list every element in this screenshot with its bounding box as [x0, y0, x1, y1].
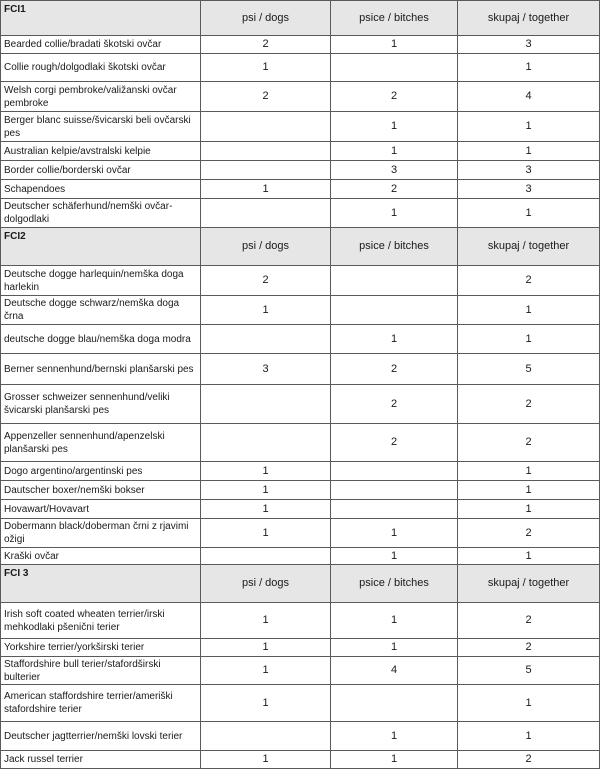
- column-header-together: skupaj / together: [458, 1, 600, 36]
- breed-name: Kraški ovčar: [1, 548, 201, 565]
- table-row: [1, 385, 600, 424]
- breed-name: Deutsche dogge schwarz/nemška doga črna: [1, 296, 201, 325]
- bitches-count: 1: [331, 36, 458, 54]
- column-header-dogs: psi / dogs: [201, 565, 331, 603]
- bitches-count: [331, 481, 458, 500]
- breed-name: Bearded collie/bradati škotski ovčar: [1, 36, 201, 54]
- bitches-count: 1: [331, 603, 458, 639]
- together-count: 4: [458, 82, 600, 112]
- breed-name: Berger blanc suisse/švicarski beli ovčarski pes: [1, 112, 201, 142]
- group-header-row: [1, 1, 600, 36]
- table-row: [1, 296, 600, 325]
- breed-name: Dobermann black/doberman črni z rjavimi ožigi: [1, 519, 201, 548]
- bitches-count: [331, 500, 458, 519]
- table-row: [1, 657, 600, 685]
- group-title: FCI2: [1, 228, 201, 266]
- bitches-count: 1: [331, 142, 458, 161]
- table-row: [1, 266, 600, 296]
- dogs-count: 1: [201, 751, 331, 769]
- dogs-count: 1: [201, 462, 331, 481]
- table-row: [1, 325, 600, 354]
- dogs-count: [201, 325, 331, 354]
- dogs-count: [201, 142, 331, 161]
- breed-name: Dogo argentino/argentinski pes: [1, 462, 201, 481]
- breed-name: Border collie/borderski ovčar: [1, 161, 201, 180]
- breed-name: Berner sennenhund/bernski planšarski pes: [1, 354, 201, 385]
- bitches-count: 1: [331, 112, 458, 142]
- together-count: 1: [458, 112, 600, 142]
- table-row: [1, 603, 600, 639]
- table-row: [1, 199, 600, 228]
- bitches-count: 2: [331, 82, 458, 112]
- dogs-count: 3: [201, 354, 331, 385]
- dogs-count: 1: [201, 54, 331, 82]
- bitches-count: 2: [331, 354, 458, 385]
- dogs-count: 2: [201, 82, 331, 112]
- together-count: 1: [458, 54, 600, 82]
- table-row: [1, 82, 600, 112]
- table-row: [1, 424, 600, 462]
- dogs-count: [201, 548, 331, 565]
- breed-name: Collie rough/dolgodlaki škotski ovčar: [1, 54, 201, 82]
- together-count: 2: [458, 751, 600, 769]
- group-title: FCI 3: [1, 565, 201, 603]
- together-count: 1: [458, 325, 600, 354]
- bitches-count: [331, 296, 458, 325]
- together-count: 1: [458, 481, 600, 500]
- dogs-count: 1: [201, 519, 331, 548]
- bitches-count: [331, 266, 458, 296]
- table-row: [1, 548, 600, 565]
- together-count: 5: [458, 354, 600, 385]
- group-title: FCI1: [1, 1, 201, 36]
- dogs-count: [201, 199, 331, 228]
- table-row: [1, 481, 600, 500]
- bitches-count: 2: [331, 424, 458, 462]
- dogs-count: 2: [201, 36, 331, 54]
- breed-name: American staffordshire terrier/ameriški stafordshire terier: [1, 685, 201, 722]
- table-row: [1, 462, 600, 481]
- breed-name: Australian kelpie/avstralski kelpie: [1, 142, 201, 161]
- together-count: 5: [458, 657, 600, 685]
- together-count: 1: [458, 296, 600, 325]
- bitches-count: [331, 685, 458, 722]
- dogs-count: 1: [201, 657, 331, 685]
- table-row: [1, 751, 600, 769]
- together-count: 1: [458, 500, 600, 519]
- together-count: 1: [458, 462, 600, 481]
- dogs-count: 1: [201, 639, 331, 657]
- table-row: [1, 500, 600, 519]
- dogs-count: 1: [201, 603, 331, 639]
- together-count: 3: [458, 180, 600, 199]
- together-count: 3: [458, 161, 600, 180]
- breed-name: Jack russel terrier: [1, 751, 201, 769]
- bitches-count: 1: [331, 722, 458, 751]
- bitches-count: 1: [331, 751, 458, 769]
- dogs-count: [201, 424, 331, 462]
- table-row: [1, 685, 600, 722]
- table-row: [1, 639, 600, 657]
- together-count: 1: [458, 722, 600, 751]
- table-row: [1, 354, 600, 385]
- breed-name: Appenzeller sennenhund/apenzelski planšarski pes: [1, 424, 201, 462]
- dogs-count: 1: [201, 500, 331, 519]
- table-row: [1, 180, 600, 199]
- bitches-count: 1: [331, 519, 458, 548]
- breed-name: Grosser schweizer sennenhund/veliki švicarski planšarski pes: [1, 385, 201, 424]
- table-body: [1, 1, 600, 769]
- table-row: [1, 142, 600, 161]
- together-count: 2: [458, 519, 600, 548]
- column-header-dogs: psi / dogs: [201, 1, 331, 36]
- dogs-count: 1: [201, 481, 331, 500]
- together-count: 1: [458, 685, 600, 722]
- breed-name: Deutscher schäferhund/nemški ovčar-dolgodlaki: [1, 199, 201, 228]
- bitches-count: 2: [331, 385, 458, 424]
- together-count: 3: [458, 36, 600, 54]
- breed-name: Hovawart/Hovavart: [1, 500, 201, 519]
- group-header-row: [1, 228, 600, 266]
- bitches-count: 4: [331, 657, 458, 685]
- dogs-count: [201, 161, 331, 180]
- bitches-count: 1: [331, 325, 458, 354]
- breed-name: Schapendoes: [1, 180, 201, 199]
- column-header-together: skupaj / together: [458, 228, 600, 266]
- together-count: 2: [458, 424, 600, 462]
- together-count: 2: [458, 266, 600, 296]
- dogs-count: [201, 112, 331, 142]
- dogs-count: 1: [201, 685, 331, 722]
- together-count: 1: [458, 548, 600, 565]
- breed-name: Deutsche dogge harlequin/nemška doga harlekin: [1, 266, 201, 296]
- together-count: 1: [458, 199, 600, 228]
- bitches-count: [331, 54, 458, 82]
- column-header-dogs: psi / dogs: [201, 228, 331, 266]
- together-count: 2: [458, 639, 600, 657]
- column-header-bitches: psice / bitches: [331, 228, 458, 266]
- table-row: [1, 519, 600, 548]
- bitches-count: 2: [331, 180, 458, 199]
- bitches-count: 1: [331, 548, 458, 565]
- table-row: [1, 722, 600, 751]
- column-header-together: skupaj / together: [458, 565, 600, 603]
- dogs-count: 1: [201, 296, 331, 325]
- table-row: [1, 161, 600, 180]
- column-header-bitches: psice / bitches: [331, 1, 458, 36]
- together-count: 2: [458, 385, 600, 424]
- table-row: [1, 36, 600, 54]
- dogs-count: [201, 385, 331, 424]
- table-row: [1, 112, 600, 142]
- column-header-bitches: psice / bitches: [331, 565, 458, 603]
- breed-name: Dautscher boxer/nemški bokser: [1, 481, 201, 500]
- breed-name: Welsh corgi pembroke/valižanski ovčar pembroke: [1, 82, 201, 112]
- together-count: 2: [458, 603, 600, 639]
- bitches-count: 3: [331, 161, 458, 180]
- breed-name: Yorkshire terrier/yorkširski terier: [1, 639, 201, 657]
- bitches-count: 1: [331, 639, 458, 657]
- breed-name: deutsche dogge blau/nemška doga modra: [1, 325, 201, 354]
- breed-name: Irish soft coated wheaten terrier/irski mehkodlaki pšenični terier: [1, 603, 201, 639]
- breed-name: Deutscher jagtterrier/nemški lovski terier: [1, 722, 201, 751]
- dogs-count: 2: [201, 266, 331, 296]
- group-header-row: [1, 565, 600, 603]
- bitches-count: 1: [331, 199, 458, 228]
- dogs-count: [201, 722, 331, 751]
- bitches-count: [331, 462, 458, 481]
- table-row: [1, 54, 600, 82]
- breed-name: Staffordshire bull terier/stafordširski bulterier: [1, 657, 201, 685]
- dogs-count: 1: [201, 180, 331, 199]
- together-count: 1: [458, 142, 600, 161]
